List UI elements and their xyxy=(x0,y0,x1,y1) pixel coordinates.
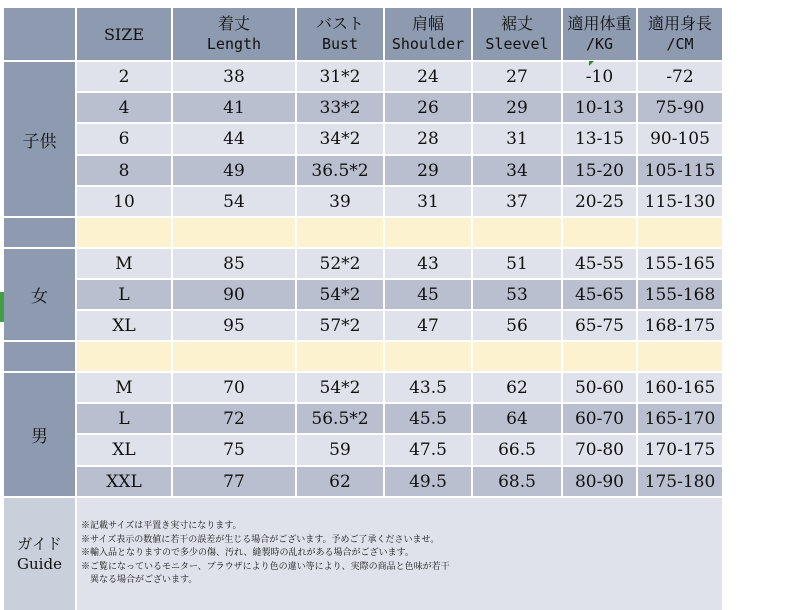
cell-length: 95 xyxy=(173,311,295,340)
header-shoulder-en: Shoulder xyxy=(391,35,465,53)
cell-sleeve: 29 xyxy=(473,93,561,122)
separator-cell xyxy=(77,218,171,247)
cell-bust: 36.5*2 xyxy=(297,156,383,185)
cell-length: 85 xyxy=(173,249,295,278)
header-sleeve xyxy=(473,8,561,60)
cell-shoulder: 29 xyxy=(385,156,471,185)
cell-size: XXL xyxy=(77,467,171,496)
cell-weight: 15-20 xyxy=(563,156,636,185)
cell-size: L xyxy=(77,280,171,309)
cell-weight: 20-25 xyxy=(563,187,636,216)
cell-shoulder: 47 xyxy=(385,311,471,340)
guide-note: ※ご覧になっているモニター、ブラウザにより色の違い等により、実際の商品と色味が若干 xyxy=(81,561,450,572)
cell-weight: 65-75 xyxy=(563,311,636,340)
cell-height: 168-175 xyxy=(638,311,722,340)
cell-length: 54 xyxy=(173,187,295,216)
separator-cell xyxy=(297,342,383,371)
cell-height: -72 xyxy=(638,62,722,91)
cell-shoulder: 45 xyxy=(385,280,471,309)
separator-cell xyxy=(173,218,295,247)
cell-sleeve: 62 xyxy=(473,373,561,402)
cell-sleeve: 68.5 xyxy=(473,467,561,496)
cell-weight: 60-70 xyxy=(563,404,636,433)
cell-length: 72 xyxy=(173,404,295,433)
cell-height: 75-90 xyxy=(638,93,722,122)
cell-size: 2 xyxy=(77,62,171,91)
cell-sleeve: 64 xyxy=(473,404,561,433)
cell-size: M xyxy=(77,373,171,402)
separator-cell xyxy=(638,218,722,247)
cell-bust: 31*2 xyxy=(297,62,383,91)
header-weight-jp: 適用体重 xyxy=(567,14,632,33)
cell-shoulder: 24 xyxy=(385,62,471,91)
guide-notes xyxy=(77,498,722,610)
header-height-en: /CM xyxy=(666,35,694,53)
cell-shoulder: 26 xyxy=(385,93,471,122)
cell-length: 44 xyxy=(173,124,295,154)
cell-bust: 57*2 xyxy=(297,311,383,340)
cell-bust: 33*2 xyxy=(297,93,383,122)
group-label-women: 女 xyxy=(4,249,75,340)
cell-weight: 70-80 xyxy=(563,435,636,465)
header-weight xyxy=(563,8,636,60)
guide-note: ※輸入品となりますので多少の傷、汚れ、縫製時の乱れがある場合がございます。 xyxy=(81,548,414,559)
cell-sleeve: 34 xyxy=(473,156,561,185)
group-separator xyxy=(4,218,75,247)
guide-note: ※サイズ表示の数値に若干の誤差が生じる場合がございます。予めご了承くださいませ。 xyxy=(81,534,440,545)
cell-length: 75 xyxy=(173,435,295,465)
group-separator xyxy=(4,342,75,371)
cell-bust: 54*2 xyxy=(297,280,383,309)
cell-shoulder: 31 xyxy=(385,187,471,216)
cell-shoulder: 47.5 xyxy=(385,435,471,465)
cell-weight: 80-90 xyxy=(563,467,636,496)
cell-height: 155-165 xyxy=(638,249,722,278)
cell-height: 105-115 xyxy=(638,156,722,185)
header-bust-en: Bust xyxy=(321,35,359,53)
cell-sleeve: 56 xyxy=(473,311,561,340)
cell-length: 77 xyxy=(173,467,295,496)
separator-cell xyxy=(297,218,383,247)
cell-bust: 59 xyxy=(297,435,383,465)
cell-bust: 52*2 xyxy=(297,249,383,278)
cell-length: 49 xyxy=(173,156,295,185)
selection-marker xyxy=(0,292,4,322)
separator-cell xyxy=(77,342,171,371)
cell-weight: -10 xyxy=(563,62,636,91)
cell-sleeve: 31 xyxy=(473,124,561,154)
cell-sleeve: 66.5 xyxy=(473,435,561,465)
cell-height: 90-105 xyxy=(638,124,722,154)
separator-cell xyxy=(638,342,722,371)
cell-length: 90 xyxy=(173,280,295,309)
cell-bust: 39 xyxy=(297,187,383,216)
cell-size: 4 xyxy=(77,93,171,122)
header-weight-en: /KG xyxy=(585,35,614,53)
cell-weight: 45-65 xyxy=(563,280,636,309)
header-bust-jp: バスト xyxy=(315,14,364,33)
separator-cell xyxy=(385,342,471,371)
header-length xyxy=(173,8,295,60)
cell-height: 160-165 xyxy=(638,373,722,402)
cell-sleeve: 27 xyxy=(473,62,561,91)
guide-label-jp: ガイド xyxy=(17,535,62,553)
cell-bust: 62 xyxy=(297,467,383,496)
cell-height: 175-180 xyxy=(638,467,722,496)
separator-cell xyxy=(385,218,471,247)
header-sleeve-jp: 裾丈 xyxy=(500,14,533,33)
cell-length: 38 xyxy=(173,62,295,91)
group-label-men: 男 xyxy=(4,373,75,496)
cell-weight: 45-55 xyxy=(563,249,636,278)
cell-weight: 50-60 xyxy=(563,373,636,402)
cell-bust: 56.5*2 xyxy=(297,404,383,433)
separator-cell xyxy=(173,342,295,371)
cell-weight: 13-15 xyxy=(563,124,636,154)
cell-shoulder: 45.5 xyxy=(385,404,471,433)
cell-bust: 54*2 xyxy=(297,373,383,402)
cell-size: 10 xyxy=(77,187,171,216)
separator-cell xyxy=(563,218,636,247)
cell-size: 8 xyxy=(77,156,171,185)
cell-height: 165-170 xyxy=(638,404,722,433)
separator-cell xyxy=(473,218,561,247)
cell-size: 6 xyxy=(77,124,171,154)
guide-note: 異なる場合がございます。 xyxy=(81,575,198,586)
header-height-jp: 適用身長 xyxy=(647,14,712,33)
guide-note: ※記載サイズは平置き実寸になります。 xyxy=(81,521,242,532)
cell-size: M xyxy=(77,249,171,278)
header-length-en: Length xyxy=(206,35,262,53)
cell-length: 70 xyxy=(173,373,295,402)
cell-shoulder: 43 xyxy=(385,249,471,278)
size-table xyxy=(4,8,722,610)
cell-shoulder: 28 xyxy=(385,124,471,154)
cell-size: XL xyxy=(77,311,171,340)
cell-comment-marker xyxy=(589,61,594,66)
cell-bust: 34*2 xyxy=(297,124,383,154)
cell-sleeve: 37 xyxy=(473,187,561,216)
cell-size: XL xyxy=(77,435,171,465)
separator-cell xyxy=(473,342,561,371)
guide-label xyxy=(4,498,75,610)
separator-cell xyxy=(563,342,636,371)
cell-height: 170-175 xyxy=(638,435,722,465)
header-blank xyxy=(4,8,75,60)
cell-sleeve: 51 xyxy=(473,249,561,278)
header-sleeve-en: Sleevel xyxy=(485,35,549,53)
cell-length: 41 xyxy=(173,93,295,122)
header-length-jp: 着丈 xyxy=(217,14,250,33)
cell-sleeve: 53 xyxy=(473,280,561,309)
header-height xyxy=(638,8,722,60)
header-bust xyxy=(297,8,383,60)
cell-shoulder: 43.5 xyxy=(385,373,471,402)
header-shoulder-jp: 肩幅 xyxy=(411,14,444,33)
cell-height: 155-168 xyxy=(638,280,722,309)
cell-height: 115-130 xyxy=(638,187,722,216)
group-label-kids: 子供 xyxy=(4,62,75,216)
header-size: SIZE xyxy=(77,8,171,60)
cell-size: L xyxy=(77,404,171,433)
cell-shoulder: 49.5 xyxy=(385,467,471,496)
guide-label-en: Guide xyxy=(17,555,62,573)
cell-weight: 10-13 xyxy=(563,93,636,122)
header-shoulder xyxy=(385,8,471,60)
